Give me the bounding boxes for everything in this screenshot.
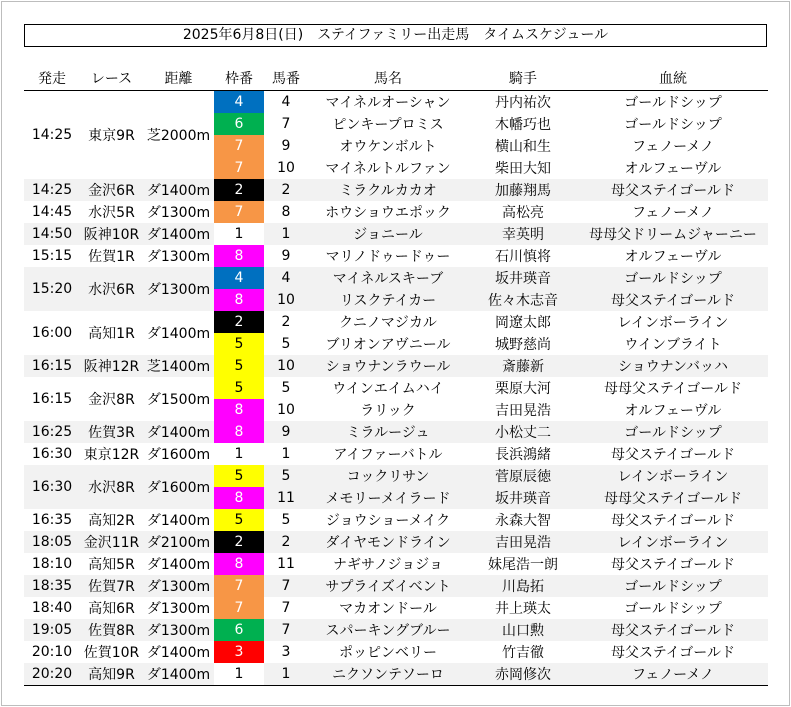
- race-cell: 水沢8R: [80, 465, 143, 509]
- waku-cell: 5: [214, 465, 264, 487]
- race-cell: 高知2R: [88, 513, 135, 529]
- table-row: [24, 223, 768, 245]
- header-umaban: 馬番: [264, 66, 308, 91]
- waku-cell: 7: [214, 157, 264, 179]
- race-cell: 東京9R: [88, 128, 135, 144]
- jockey-cell: 妹尾浩一朗: [488, 557, 558, 573]
- pedigree-cell: オルフェーヴル: [624, 161, 722, 177]
- waku-cell: 5: [214, 355, 264, 377]
- distance-cell: ダ2100m: [143, 531, 214, 553]
- umaban-cell: 5: [264, 465, 308, 487]
- table-row: [24, 641, 768, 663]
- pedigree-cell: レインボーライン: [578, 465, 768, 487]
- umaban-cell: 7: [281, 600, 291, 616]
- pedigree-cell: 母父ステイゴールド: [611, 513, 735, 529]
- waku-cell: 7: [214, 597, 264, 619]
- schedule-table: [24, 66, 768, 686]
- header-pedigree: 血統: [578, 66, 768, 91]
- table-row: [24, 311, 768, 333]
- table-row: [24, 443, 768, 465]
- header-row: [24, 66, 768, 91]
- umaban-cell: 10: [277, 160, 295, 176]
- pedigree-cell: オルフェーヴル: [624, 249, 722, 265]
- horse-name-cell: ブリオンアヴニール: [325, 337, 451, 353]
- pedigree-cell: フェノーメノ: [631, 139, 715, 155]
- jockey-cell: 幸英明: [468, 223, 578, 245]
- distance-cell: ダ1300m: [146, 601, 211, 617]
- pedigree-cell: ショウナンバッハ: [578, 355, 768, 377]
- distance-cell: ダ1400m: [146, 645, 211, 661]
- distance-cell: ダ1300m: [146, 249, 211, 265]
- distance-cell: ダ1300m: [143, 267, 214, 311]
- header-distance: 距離: [143, 66, 214, 91]
- distance-cell: ダ1600m: [143, 465, 214, 509]
- horse-name-cell: ショウナンラウール: [308, 355, 468, 377]
- race-cell: 高知1R: [88, 326, 135, 342]
- jockey-cell: 川島拓: [468, 575, 578, 597]
- umaban-cell: 5: [281, 380, 291, 396]
- umaban-cell: 3: [281, 644, 291, 660]
- umaban-cell: 2: [264, 531, 308, 553]
- pedigree-cell: レインボーライン: [617, 315, 729, 331]
- pedigree-cell: 母父ステイゴールド: [578, 619, 768, 641]
- waku-cell: 7: [214, 575, 264, 597]
- jockey-cell: 佐々木志音: [468, 289, 578, 311]
- distance-cell: ダ1400m: [143, 179, 214, 201]
- horse-name-cell: ポッピンベリー: [339, 645, 437, 661]
- start-time-cell: 20:20: [24, 663, 80, 686]
- umaban-cell: 7: [281, 116, 291, 132]
- race-cell: 水沢6R: [80, 267, 143, 311]
- table-row: [24, 553, 768, 575]
- race-cell: 高知5R: [88, 557, 135, 573]
- table-row: [24, 201, 768, 223]
- jockey-cell: 吉田晃浩: [495, 403, 551, 419]
- table-row: [24, 179, 768, 201]
- start-time-cell: 18:35: [24, 575, 80, 597]
- waku-cell: 5: [214, 333, 264, 355]
- table-row: [24, 531, 768, 553]
- pedigree-cell: ゴールドシップ: [624, 601, 722, 617]
- umaban-cell: 9: [281, 248, 291, 264]
- start-time-cell: 18:40: [31, 600, 73, 616]
- waku-cell: 4: [214, 91, 264, 114]
- start-time-cell: 16:25: [24, 421, 80, 443]
- table-row: [24, 619, 768, 641]
- waku-cell: 2: [214, 531, 264, 553]
- jockey-cell: 坂井瑛音: [468, 487, 578, 509]
- race-cell: 水沢5R: [88, 205, 135, 221]
- horse-name-cell: ウインエイムハイ: [332, 381, 444, 397]
- umaban-cell: 8: [281, 204, 291, 220]
- schedule-body: [24, 91, 768, 686]
- horse-name-cell: マリノドゥードゥー: [325, 249, 451, 265]
- distance-cell: ダ1400m: [143, 663, 214, 686]
- umaban-cell: 10: [264, 289, 308, 311]
- jockey-cell: 長浜鴻緒: [495, 447, 551, 463]
- race-cell: 佐賀3R: [80, 421, 143, 443]
- header-horse-name: 馬名: [308, 66, 468, 91]
- distance-cell: ダ1300m: [143, 619, 214, 641]
- distance-cell: ダ1400m: [146, 513, 211, 529]
- horse-name-cell: サプライズイベント: [308, 575, 468, 597]
- jockey-cell: 城野慈尚: [495, 337, 551, 353]
- waku-cell: 1: [214, 443, 264, 465]
- waku-cell: 4: [214, 267, 264, 289]
- umaban-cell: 1: [264, 223, 308, 245]
- horse-name-cell: マイネルスキーブ: [308, 267, 468, 289]
- table-row: [24, 421, 768, 443]
- horse-name-cell: ミラルージュ: [308, 421, 468, 443]
- race-cell: 阪神12R: [80, 355, 143, 377]
- horse-name-cell: メモリーメイラード: [308, 487, 468, 509]
- race-cell: 阪神10R: [80, 223, 143, 245]
- start-time-cell: 16:30: [24, 465, 80, 509]
- jockey-cell: 井上瑛太: [495, 601, 551, 617]
- jockey-cell: 坂井瑛音: [468, 267, 578, 289]
- table-row: [24, 575, 768, 597]
- horse-name-cell: ダイヤモンドライン: [308, 531, 468, 553]
- distance-cell: ダ1400m: [146, 326, 211, 342]
- waku-cell: 2: [214, 179, 264, 201]
- distance-cell: ダ1400m: [143, 421, 214, 443]
- horse-name-cell: オウケンボルト: [339, 139, 437, 155]
- umaban-cell: 5: [281, 336, 291, 352]
- umaban-cell: 10: [264, 355, 308, 377]
- table-row: [24, 663, 768, 686]
- race-cell: 金沢8R: [88, 392, 135, 408]
- table-row: [24, 377, 768, 399]
- start-time-cell: 19:05: [24, 619, 80, 641]
- jockey-cell: 石川慎将: [495, 249, 551, 265]
- race-cell: 東京12R: [83, 447, 140, 463]
- start-time-cell: 16:15: [24, 355, 80, 377]
- jockey-cell: 山口勲: [468, 619, 578, 641]
- umaban-cell: 9: [264, 421, 308, 443]
- start-time-cell: 18:10: [31, 556, 73, 572]
- start-time-cell: 20:10: [31, 644, 73, 660]
- table-row: [24, 267, 768, 289]
- waku-cell: 6: [214, 113, 264, 135]
- umaban-cell: 10: [277, 402, 295, 418]
- umaban-cell: 1: [281, 446, 291, 462]
- waku-cell: 3: [214, 641, 264, 663]
- page-title: 2025年6月8日(日) ステイファミリー出走馬 タイムスケジュール: [24, 24, 767, 47]
- umaban-cell: 11: [277, 556, 295, 572]
- jockey-cell: 竹吉徹: [502, 645, 544, 661]
- horse-name-cell: ピンキープロミス: [332, 117, 444, 133]
- pedigree-cell: フェノーメノ: [578, 663, 768, 686]
- umaban-cell: 2: [281, 314, 291, 330]
- horse-name-cell: マイネルオーシャン: [325, 95, 451, 111]
- race-cell: 佐賀8R: [80, 619, 143, 641]
- horse-name-cell: ミラクルカカオ: [308, 179, 468, 201]
- jockey-cell: 横山和生: [495, 139, 551, 155]
- pedigree-cell: フェノーメノ: [631, 205, 715, 221]
- umaban-cell: 9: [281, 138, 291, 154]
- waku-cell: 5: [214, 377, 264, 399]
- horse-name-cell: クニノマジカル: [339, 315, 437, 331]
- header-race: レース: [80, 66, 143, 91]
- start-time-cell: 16:30: [31, 446, 73, 462]
- horse-name-cell: ジョニール: [308, 223, 468, 245]
- jockey-cell: 岡遼太郎: [495, 315, 551, 331]
- jockey-cell: 吉田晃浩: [468, 531, 578, 553]
- race-cell: 佐賀1R: [88, 249, 135, 265]
- horse-name-cell: ジョウショーメイク: [325, 513, 451, 529]
- distance-cell: ダ1400m: [146, 557, 211, 573]
- race-cell: 高知9R: [80, 663, 143, 686]
- waku-cell: 8: [214, 487, 264, 509]
- pedigree-cell: 母母父ステイゴールド: [604, 381, 742, 397]
- horse-name-cell: ラリック: [360, 403, 416, 419]
- start-time-cell: 14:25: [31, 127, 73, 143]
- start-time-cell: 18:05: [24, 531, 80, 553]
- pedigree-cell: ゴールドシップ: [578, 575, 768, 597]
- horse-name-cell: マカオンドール: [339, 601, 437, 617]
- pedigree-cell: ゴールドシップ: [624, 117, 722, 133]
- jockey-cell: 斎藤新: [468, 355, 578, 377]
- pedigree-cell: ゴールドシップ: [624, 95, 722, 111]
- table-row: [24, 597, 768, 619]
- jockey-cell: 木幡巧也: [495, 117, 551, 133]
- umaban-cell: 1: [264, 663, 308, 686]
- waku-cell: 1: [214, 223, 264, 245]
- header-start-time: 発走: [24, 66, 80, 91]
- distance-cell: ダ1400m: [143, 223, 214, 245]
- horse-name-cell: マイネルトルファン: [325, 161, 451, 177]
- jockey-cell: 赤岡修次: [468, 663, 578, 686]
- start-time-cell: 15:15: [31, 248, 73, 264]
- pedigree-cell: ウインブライト: [624, 337, 722, 353]
- horse-name-cell: ナギサノジョジョ: [333, 557, 443, 573]
- horse-name-cell: リスクテイカー: [308, 289, 468, 311]
- race-cell: 佐賀7R: [80, 575, 143, 597]
- horse-name-cell: コックリサン: [308, 465, 468, 487]
- pedigree-cell: 母母父ドリームジャーニー: [578, 223, 768, 245]
- horse-name-cell: アイファーバトル: [333, 447, 443, 463]
- umaban-cell: 4: [264, 267, 308, 289]
- waku-cell: 8: [214, 421, 264, 443]
- distance-cell: ダ1500m: [146, 392, 211, 408]
- pedigree-cell: レインボーライン: [578, 531, 768, 553]
- pedigree-cell: ゴールドシップ: [578, 267, 768, 289]
- table-row: [24, 91, 768, 114]
- pedigree-cell: ゴールドシップ: [578, 421, 768, 443]
- waku-cell: 2: [214, 311, 264, 333]
- umaban-cell: 11: [264, 487, 308, 509]
- jockey-cell: 小松丈二: [468, 421, 578, 443]
- umaban-cell: 2: [264, 179, 308, 201]
- header-waku: 枠番: [214, 66, 264, 91]
- distance-cell: ダ1300m: [146, 205, 211, 221]
- waku-cell: 8: [214, 399, 264, 421]
- pedigree-cell: 母父ステイゴールド: [611, 645, 735, 661]
- jockey-cell: 丹内祐次: [495, 95, 551, 111]
- race-cell: 佐賀10R: [83, 645, 140, 661]
- distance-cell: 芝2000m: [146, 128, 211, 144]
- race-cell: 金沢6R: [80, 179, 143, 201]
- umaban-cell: 4: [281, 94, 291, 110]
- horse-name-cell: ニクソンテソーロ: [308, 663, 468, 686]
- race-cell: 高知6R: [88, 601, 135, 617]
- start-time-cell: 14:50: [24, 223, 80, 245]
- pedigree-cell: 母父ステイゴールド: [578, 179, 768, 201]
- waku-cell: 8: [214, 553, 264, 575]
- pedigree-cell: 母父ステイゴールド: [611, 557, 735, 573]
- jockey-cell: 菅原辰徳: [468, 465, 578, 487]
- waku-cell: 6: [214, 619, 264, 641]
- start-time-cell: 14:25: [24, 179, 80, 201]
- jockey-cell: 高松亮: [502, 205, 544, 221]
- horse-name-cell: ホウショウエポック: [325, 205, 451, 221]
- pedigree-cell: 母父ステイゴールド: [578, 289, 768, 311]
- pedigree-cell: 母母父ステイゴールド: [578, 487, 768, 509]
- waku-cell: 5: [214, 509, 264, 531]
- waku-cell: 7: [214, 201, 264, 223]
- start-time-cell: 16:15: [31, 391, 73, 407]
- jockey-cell: 栗原大河: [495, 381, 551, 397]
- pedigree-cell: 母父ステイゴールド: [611, 447, 735, 463]
- waku-cell: 8: [214, 245, 264, 267]
- start-time-cell: 15:20: [24, 267, 80, 311]
- waku-cell: 7: [214, 135, 264, 157]
- waku-cell: 1: [214, 663, 264, 686]
- table-row: [24, 509, 768, 531]
- jockey-cell: 永森大智: [495, 513, 551, 529]
- start-time-cell: 16:00: [31, 325, 73, 341]
- table-row: [24, 465, 768, 487]
- umaban-cell: 5: [281, 512, 291, 528]
- table-row: [24, 355, 768, 377]
- table-row: [24, 245, 768, 267]
- waku-cell: 8: [214, 289, 264, 311]
- horse-name-cell: スパーキングブルー: [308, 619, 468, 641]
- race-cell: 金沢11R: [80, 531, 143, 553]
- umaban-cell: 7: [264, 619, 308, 641]
- jockey-cell: 加藤翔馬: [468, 179, 578, 201]
- start-time-cell: 14:45: [31, 204, 73, 220]
- distance-cell: 芝1400m: [143, 355, 214, 377]
- distance-cell: ダ1600m: [146, 447, 211, 463]
- start-time-cell: 16:35: [31, 512, 73, 528]
- header-jockey: 騎手: [468, 66, 578, 91]
- umaban-cell: 7: [264, 575, 308, 597]
- jockey-cell: 柴田大知: [495, 161, 551, 177]
- distance-cell: ダ1300m: [143, 575, 214, 597]
- pedigree-cell: オルフェーヴル: [624, 403, 722, 419]
